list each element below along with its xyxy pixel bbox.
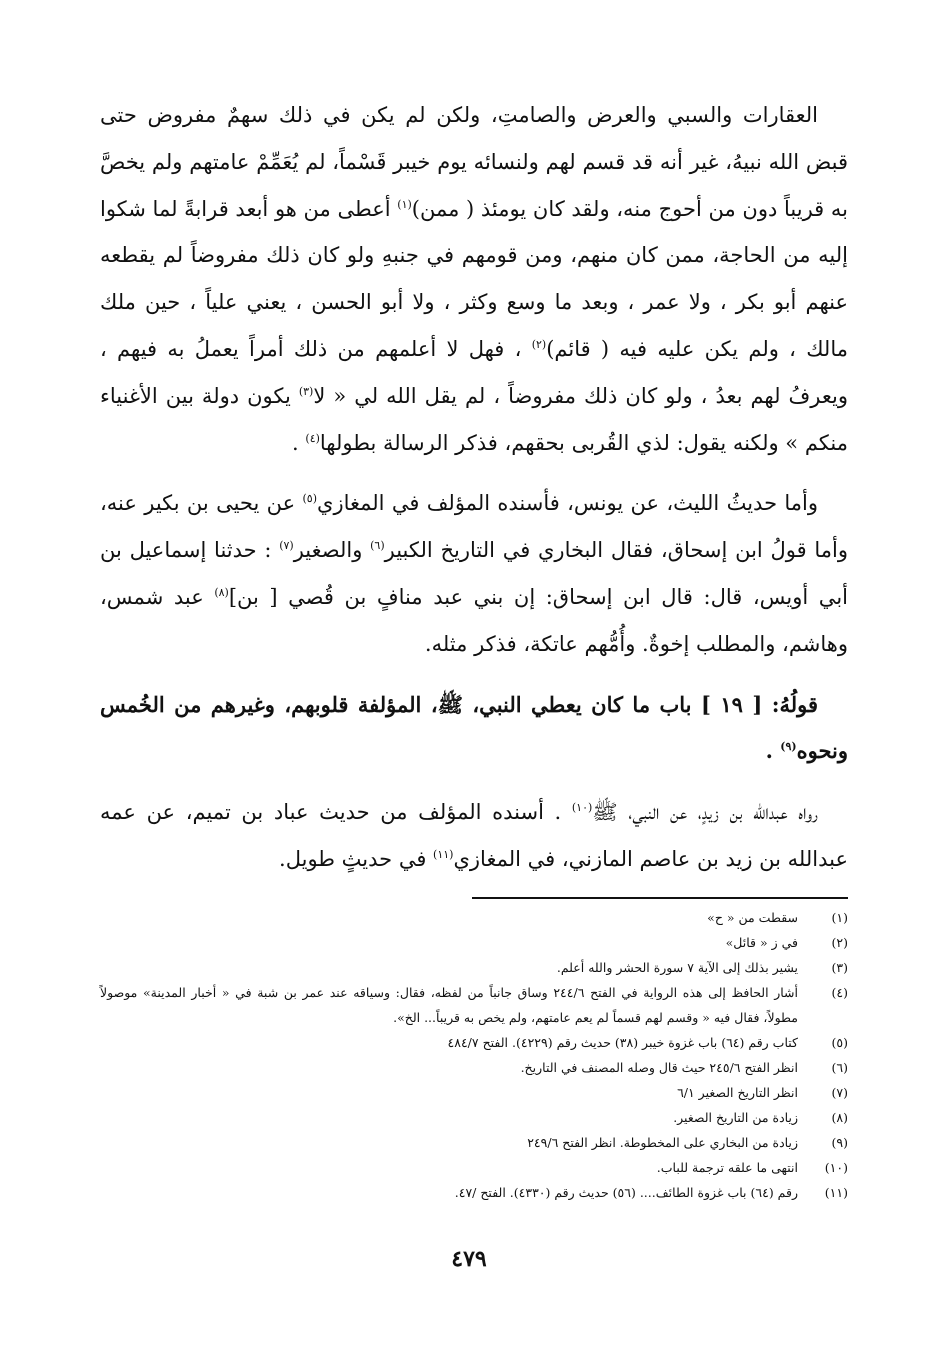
- footnote: [100, 1180, 848, 1205]
- text-run: أعطى من هو أبعد قرابةً لما شكوا إليه من الحاجة، ممن كان منهم، ومن قومهم في جنبهِ ولو كان ذلك مفروضاً لم يقطعه عنهم أبو بكر ، ولا عمر ، وبعد ما وسع وكثر ، ولا أبو الحسن ، يعني علياً ، حين ملك مالك ، ولم يكن عليه فيه ( قائم): [100, 196, 848, 361]
- footnote-text: انتهى ما علقه ترجمة للباب.: [656, 1160, 798, 1175]
- footnote-number: (٨): [831, 1110, 848, 1125]
- text-run: قولُهُ: [ ١٩ ] باب ما كان يعطي النبي، ﷺ، المؤلفة قلوبهم، وغيرهم من الخُمس ونحوه: [100, 691, 848, 764]
- footnote-text: رقم (٦٤) باب غزوة الطائف.... (٥٦) حديث رقم (٤٣٣٠). الفتح /٤٧.: [454, 1185, 798, 1200]
- text-run: في حديثٍ طويل.: [279, 846, 434, 871]
- paragraph-4: [100, 789, 848, 883]
- text-run: العقارات والسبي والعرض والصامتِ، ولكن لم يكن في ذلك سهمٌ مفروض حتى قبض الله نبيهُ، غير أنه قد قسم لهم ولنسائه يوم خيبر قَسْماً، لم يُعَمِّمْ عامتهم ولم يخصَّ به قريباً دون من أحوج منه، ولقد كان يومئذ ( ممن): [100, 103, 848, 221]
- footnote: [100, 1080, 848, 1105]
- text-run: عن يحيى بن بكير عنه، وأما قولُ ابن إسحاق، فقال البخاري في التاريخ الكبير: [100, 491, 848, 563]
- footnote: [100, 980, 848, 1030]
- footnote-ref: (٧): [279, 539, 294, 553]
- footnote-text: سقطت من « ح»: [707, 910, 798, 925]
- text-run: والصغير: [293, 538, 371, 563]
- footnote: [100, 1155, 848, 1180]
- footnote-text: زيادة من التاريخ الصغير.: [673, 1110, 798, 1125]
- text-run: : حدثنا إسماعيل بن أبي أويس، قال: قال ابن إسحاق: إن بني عبد منافٍ بن قُصي [ بن]: [100, 538, 848, 609]
- footnote-number: (١٠): [824, 1160, 848, 1175]
- page-number: ٤٧٩: [451, 1246, 487, 1272]
- footnote-number: (٧): [831, 1085, 848, 1100]
- footnote-number: (٩): [831, 1135, 848, 1150]
- footnote: [100, 930, 848, 955]
- text-run: رواه عبدالله بن زيدٍ، عن النبي، ﷺ: [592, 800, 818, 825]
- footnote-number: (٦): [831, 1060, 848, 1075]
- footnote-number: (١): [831, 910, 848, 925]
- footnote-ref: (٩): [780, 740, 797, 754]
- footnote-divider: [472, 897, 848, 899]
- text-run: ، فهل لا أعلمهم من ذلك أمراً يعملُ به فيهم ، ويعرفُ لهم بعدُ ، ولو كان ذلك مفروضاً ، لم يقل الله لي « لا: [100, 336, 848, 408]
- text-run: وأما حديثُ الليث، عن يونس، فأسنده المؤلف في المغازي: [317, 491, 819, 516]
- footnote-ref: (٥): [302, 492, 318, 506]
- text-run: عبد شمس، وهاشم، والمطلب إخوةٌ. وأُمُّهم عاتكة، فذكر مثله.: [100, 584, 848, 656]
- footnote-text: أشار الحافظ إلى هذه الرواية في الفتح ٢٤٤/٦ وساق جانباً من لفظه، فقال: وسياقه عند عمر بن شبة في « أخبار المدينة» موصولاً مطولاً، فقال فيه « وقسم لهم قسماً لم يعم عامتهم، ولم يخص به قريباً... الخ».: [100, 985, 798, 1025]
- footnote: [100, 1105, 848, 1130]
- text-run: .: [292, 430, 306, 455]
- footnote-ref: (١١): [433, 847, 454, 861]
- paragraph-2: [100, 480, 848, 667]
- footnote-number: (٢): [831, 935, 848, 950]
- footnote-text: يشير بذلك إلى الآية ٧ سورة الحشر والله أعلم.: [556, 960, 798, 975]
- footnote-number: (٤): [831, 985, 848, 1000]
- text-run: يكون دولة بين الأغنياء منكم » ولكنه يقول: لذي القُربى بحقهم، فذكر الرسالة بطولها: [100, 383, 848, 455]
- footnote-text: انظر التاريخ الصغير ٦/١: [677, 1085, 798, 1100]
- footnote: [100, 905, 848, 930]
- footnote-ref: (٢): [531, 337, 547, 351]
- main-text: [100, 92, 848, 883]
- footnote-number: (٥): [831, 1035, 848, 1050]
- footnote: [100, 1130, 848, 1155]
- footnote-ref: (٦): [370, 539, 385, 553]
- footnote-text: في ز « قائل»: [725, 935, 798, 950]
- footnote: [100, 1055, 848, 1080]
- footnote-text: زيادة من البخاري على المخطوطة. انظر الفتح ٢٤٩/٦: [527, 1135, 798, 1150]
- paragraph-1: [100, 92, 848, 466]
- text-run: . أسنده المؤلف من حديث عباد بن تميم، عن عمه عبدالله بن زيد بن عاصم المازني، في المغازي: [100, 800, 848, 871]
- footnote-number: (١١): [824, 1185, 848, 1200]
- footnote-text: انظر الفتح ٢٤٥/٦ حيث قال وصله المصنف في التاريخ.: [520, 1060, 798, 1075]
- footnotes: [100, 905, 848, 1205]
- footnote-ref: (٨): [214, 585, 229, 599]
- section-heading: [100, 682, 848, 776]
- footnote-number: (٣): [831, 960, 848, 975]
- footnote-ref: (١٠): [571, 801, 593, 815]
- text-run: .: [765, 738, 781, 764]
- footnote-ref: (٤): [305, 431, 320, 445]
- footnote: [100, 1030, 848, 1055]
- footnote-text: كتاب رقم (٦٤) باب غزوة خيبر (٣٨) حديث رقم (٤٢٢٩). الفتح ٤٨٤/٧: [447, 1035, 798, 1050]
- footnote-ref: (١): [397, 197, 412, 211]
- footnote-ref: (٣): [298, 384, 314, 398]
- footnote: [100, 955, 848, 980]
